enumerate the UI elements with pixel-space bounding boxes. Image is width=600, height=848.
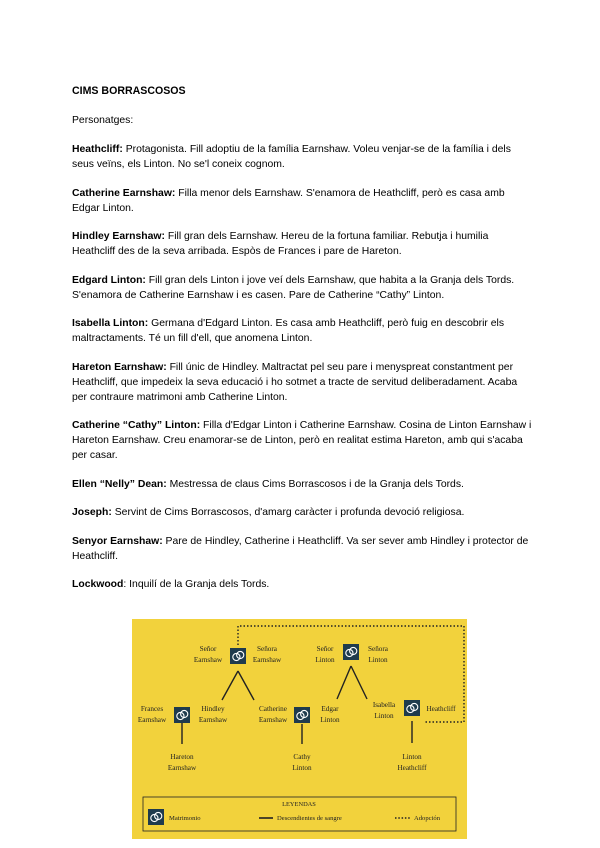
character-entry-hindley-earnshaw	[72, 229, 534, 259]
character-entry-senyor-earnshaw	[72, 534, 534, 564]
characters-intro: Personatges:	[72, 115, 134, 126]
character-name: Catherine Earnshaw:	[72, 187, 176, 199]
person-senor-earnshaw-line2: Earnshaw	[193, 656, 223, 664]
character-entry-edgard-linton	[72, 273, 534, 303]
character-description: Germana d'Edgard Linton. Es casa amb Heathcliff, però fuig en descobrir els maltractaments. Té un fill d'ell, que anomena Linton.	[72, 318, 505, 344]
document	[72, 84, 534, 606]
person-heathcliff: Heathcliff	[426, 705, 456, 713]
marriage-icon	[294, 707, 310, 723]
character-description: Servint de Cims Borrascosos, d'amarg caràcter i profunda devoció religiosa.	[111, 507, 465, 518]
legend-marriage-label: Matrimonio	[169, 815, 201, 822]
character-description: Protagonista. Fill adoptiu de la família Earnshaw. Voleu venjar-se de la família i dels seus veïns, els Linton. No se'l coneix cognom.	[72, 144, 511, 170]
person-senor-linton-line1: Señor	[316, 645, 334, 653]
character-description: Filla menor dels Earnshaw. S'enamora de Heathcliff, però es casa amb Edgar Linton.	[72, 187, 505, 214]
marriage-icon	[404, 700, 420, 716]
person-catherine-line1: Catherine	[259, 705, 287, 713]
character-entry-hareton-earnshaw	[72, 360, 534, 405]
person-senora-earnshaw-line2: Earnshaw	[252, 656, 282, 664]
person-senora-earnshaw-line1: Señora	[257, 645, 277, 653]
character-entry-isabella-linton	[72, 316, 534, 346]
person-isabella-line2: Linton	[374, 712, 394, 720]
person-frances-line2: Earnshaw	[137, 716, 167, 724]
person-edgar-line1: Edgar	[321, 705, 339, 713]
character-name: Ellen “Nelly” Dean:	[72, 478, 167, 490]
character-name: Hareton Earnshaw:	[72, 361, 167, 373]
legend-title: LEYENDAS	[282, 801, 316, 808]
legend-descendants-label: Descendientes de sangre	[277, 815, 342, 822]
character-entry-catherine-earnshaw	[72, 186, 534, 216]
person-frances-line1: Frances	[140, 705, 164, 713]
document-title: CIMS BORRASCOSOS	[72, 85, 186, 97]
character-name: Isabella Linton:	[72, 318, 149, 329]
legend-marriage-icon	[148, 809, 164, 825]
person-catherine-line2: Earnshaw	[258, 716, 288, 724]
character-description: Mestressa de claus Cims Borrascosos i de la Granja dels Tords.	[166, 478, 464, 490]
character-description: Filla d'Edgar Linton i Catherine Earnshaw. Cosina de Linton Earnshaw i Hareton Earnshaw. Creu enamorar-se de Linton, però en realitat estima Hareton, amb qui s'acaba per casar.	[72, 420, 532, 461]
marriage-icon	[230, 648, 246, 664]
person-hareton-line2: Earnshaw	[167, 764, 197, 772]
family-tree-graphic	[132, 619, 467, 839]
marriage-icon	[343, 644, 359, 660]
character-name: Senyor Earnshaw:	[72, 535, 163, 547]
character-entry-lockwood	[72, 577, 534, 592]
person-senor-linton-line2: Linton	[315, 656, 335, 664]
person-cathy-line1: Cathy	[293, 753, 311, 761]
person-linton-heathcliff-line2: Heathcliff	[397, 764, 427, 772]
character-description: Fill gran dels Linton i jove veí dels Earnshaw, que habita a la Granja dels Tords. S'enamora de Catherine Earnshaw i es casen. Pare de Catherine “Cathy” Linton.	[72, 274, 515, 301]
character-name: Joseph:	[72, 507, 112, 518]
character-name: Heathcliff:	[72, 144, 123, 155]
person-isabella-line1: Isabella	[372, 701, 396, 709]
person-hindley-line2: Earnshaw	[198, 716, 228, 724]
person-edgar-line2: Linton	[320, 716, 340, 724]
person-senora-linton-line2: Linton	[368, 656, 388, 664]
person-linton-heathcliff-line1: Linton	[402, 753, 422, 761]
marriage-icon	[174, 707, 190, 723]
character-description: : Inquilí de la Granja dels Tords.	[123, 579, 270, 590]
character-entry-ellen-dean	[72, 477, 534, 492]
character-description: Fill únic de Hindley. Maltractat pel seu pare i menyspreat constantment per Heathcliff, que impedeix la seva educació i ho sotmet a tracte de servitud deliberadament. Acaba per contraure matrimoni amb Catherine Linton.	[72, 361, 518, 403]
legend-adoption-label: Adopción	[414, 815, 441, 822]
character-description: Fill gran dels Earnshaw. Hereu de la fortuna familiar. Rebutja i humilia Heathcliff des de la seva arribada. Espòs de Frances i pare de Hareton.	[72, 231, 489, 257]
character-entry-heathcliff	[72, 142, 534, 172]
person-hindley-line1: Hindley	[201, 705, 225, 713]
family-tree	[132, 619, 467, 839]
character-entry-cathy-linton	[72, 418, 534, 463]
character-description: Pare de Hindley, Catherine i Heathcliff. Va ser sever amb Hindley i protector de Heathcliff.	[72, 535, 529, 562]
person-senora-linton-line1: Señora	[368, 645, 388, 653]
character-name: Hindley Earnshaw:	[72, 231, 165, 242]
person-hareton-line1: Hareton	[170, 753, 194, 761]
character-name: Catherine “Cathy” Linton:	[72, 420, 201, 431]
character-name: Edgard Linton:	[72, 274, 146, 286]
character-name: Lockwood	[72, 579, 124, 590]
character-entry-joseph	[72, 505, 534, 520]
person-cathy-line2: Linton	[292, 764, 312, 772]
person-senor-earnshaw-line1: Señor	[199, 645, 217, 653]
